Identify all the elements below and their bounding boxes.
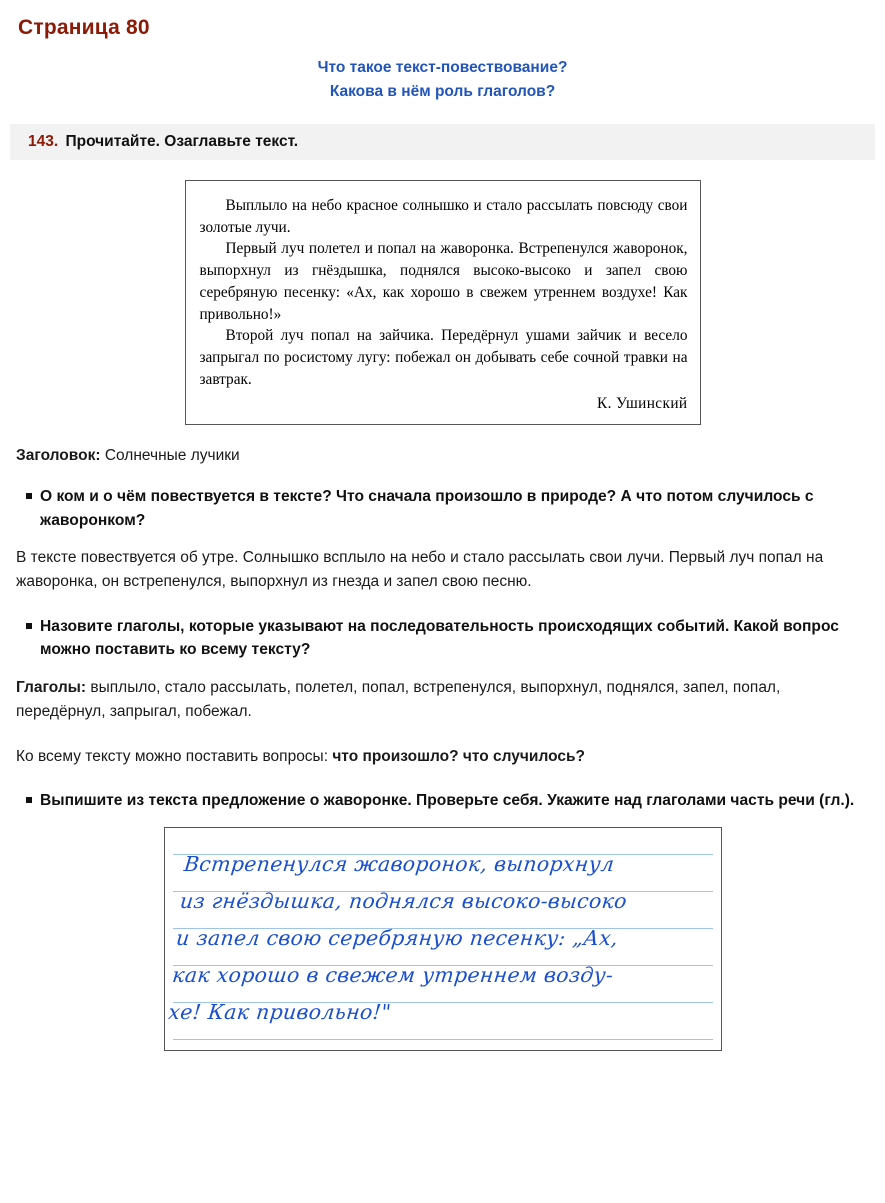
heading-value: Солнечные лучики: [104, 447, 240, 465]
handwriting-box: [164, 827, 722, 1051]
task-bar: [10, 124, 875, 160]
excerpt-paragraph-1: Выплыло на небо красное солнышко и стало рассылать повсюду свои золотые лучи.: [199, 197, 688, 236]
answer-1: В тексте повествуется об утре. Солнышко всплыло на небо и стало рассылать свои лучи. Первый луч попал на жаворонка, он встрепенулся, выпорхнул из гнезда и запел свою песню.: [16, 549, 824, 591]
sub-question-2: Назовите глаголы, которые указывают на последовательность происходящих событий. Какой вопрос можно поставить ко всему тексту?: [10, 615, 875, 662]
lesson-question-2: Какова в нём роль глаголов?: [329, 83, 556, 101]
question-list-3: [10, 789, 875, 812]
answer-2: [16, 745, 869, 769]
excerpt-author: К. Ушинский: [597, 394, 688, 412]
sub-question-1: О ком и о чём повествуется в тексте? Что сначала произошло в природе? А что потом случилось с жаворонком?: [10, 485, 875, 532]
sub-question-3: Выпишите из текста предложение о жаворонке. Проверьте себя. Укажите над глаголами часть речи (гл.).: [10, 789, 875, 812]
lesson-question-1: Что такое текст-повествование?: [317, 59, 568, 76]
answer-2-prefix: Ко всему тексту можно поставить вопросы:: [16, 747, 333, 765]
verbs-value: выплыло, стало рассылать, полетел, попал, встрепенулся, выпорхнул, поднялся, запел, попал, передёрнул, запрыгал, побежал.: [16, 678, 781, 721]
heading-label: Заголовок:: [16, 447, 101, 465]
question-list-2: [10, 615, 875, 662]
answer-2-bold: что произошло? что случилось?: [332, 747, 585, 765]
verbs-label: Глаголы:: [16, 678, 87, 696]
page-title: Страница 80: [18, 16, 150, 39]
verbs-answer: [16, 676, 869, 725]
task-instruction: Прочитайте. Озаглавьте текст.: [65, 133, 299, 151]
handwriting-text: Встрепенулся жаворонок, выпорхнул из гнёздышка, поднялся высоко-высоко и запел свою серебряную песенку: „Ах, как хорошо в свежем утреннем возду- хе! Как привольно!": [166, 851, 628, 1024]
lesson-questions: [10, 56, 875, 104]
handwriting-container: [10, 827, 875, 1051]
excerpt-container: [10, 180, 875, 425]
heading-answer: [16, 447, 875, 465]
excerpt-paragraph-2: Первый луч полетел и попал на жаворонка. Встрепенулся жаворонок, выпорхнул из гнёздышка, поднялся высоко-высоко и запел свою серебряную песенку: «Ах, как хорошо в свежем утреннем воздухе! Как привольно!»: [199, 240, 688, 323]
question-list-1: [10, 485, 875, 532]
excerpt-box: [185, 180, 701, 425]
task-number: 143.: [28, 133, 59, 151]
excerpt-paragraph-3: Второй луч попал на зайчика. Передёрнул ушами зайчик и весело запрыгал по росистому лугу: побежал он добывать себе сочной травки на завтрак.: [199, 327, 688, 388]
